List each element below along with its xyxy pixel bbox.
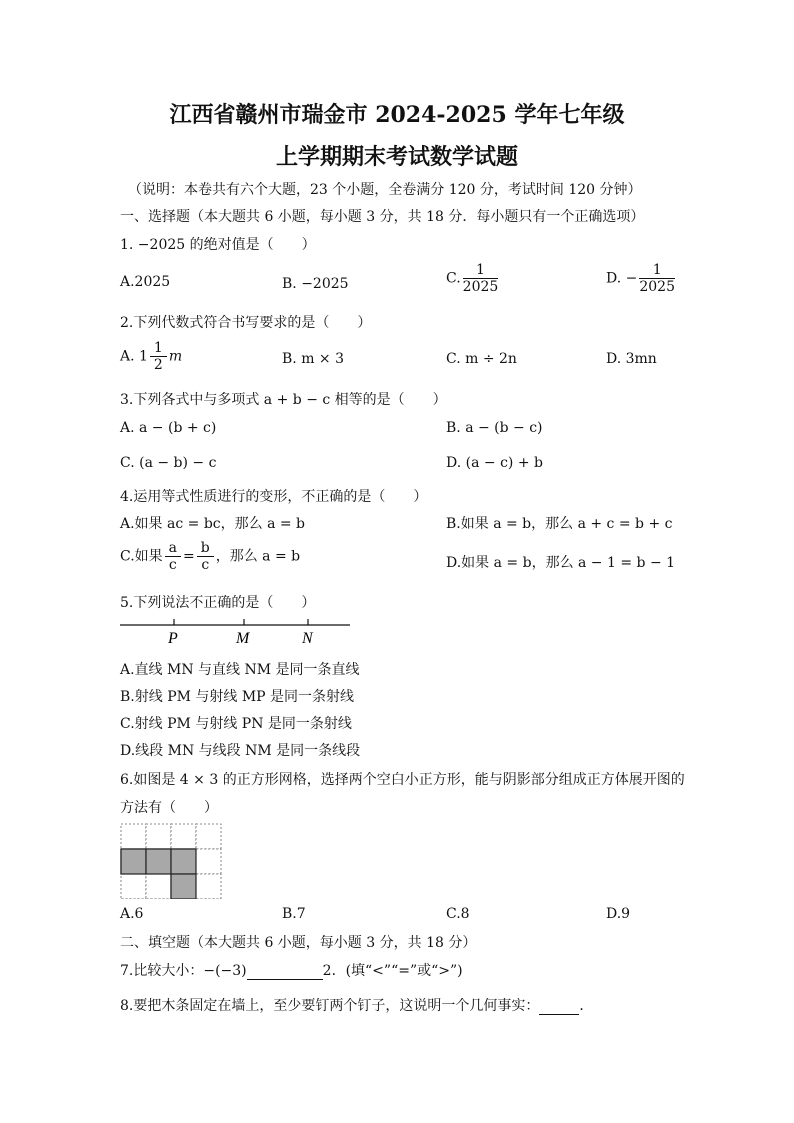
q6-grid-cell-shaded-overlay bbox=[146, 849, 171, 874]
q3-option-d: D. (a − c) + b bbox=[446, 455, 543, 471]
q7 bbox=[120, 960, 463, 980]
q5-option-d: D.线段 MN 与线段 NM 是同一条线段 bbox=[120, 743, 361, 759]
q1-option-d-fraction bbox=[639, 262, 675, 295]
exam-title-line1: 江西省赣州市瑞金市 2024-2025 学年七年级 bbox=[169, 102, 625, 128]
q1-stem: 1. −2025 的绝对值是（ ） bbox=[120, 237, 316, 253]
q2-a-numerator: 1 bbox=[150, 340, 167, 357]
q1-option-c-fraction bbox=[463, 262, 499, 295]
q2-a-prefix: A. 1 bbox=[120, 348, 148, 365]
q1-c-numerator: 1 bbox=[463, 262, 499, 279]
q4-option-d: D.如果 a = b，那么 a − 1 = b − 1 bbox=[446, 555, 676, 571]
q7-suffix: 2．(填“<”“=”或“>”) bbox=[322, 963, 463, 979]
q4-option-b: B.如果 a = b，那么 a + c = b + c bbox=[446, 516, 673, 532]
q4-c-f1-numerator: a bbox=[165, 540, 181, 557]
q6-option-b: B.7 bbox=[282, 906, 306, 922]
q2-a-fraction bbox=[150, 340, 167, 373]
q6-grid-figure bbox=[120, 823, 222, 899]
q2-a-denominator: 2 bbox=[153, 357, 163, 374]
q8 bbox=[120, 995, 593, 1015]
q6-grid-cell-shaded-overlay bbox=[121, 849, 146, 874]
q6-grid-cell-blank bbox=[196, 849, 221, 874]
q5-option-c: C.射线 PM 与射线 PN 是同一条射线 bbox=[120, 716, 352, 732]
q1-option-c bbox=[446, 262, 500, 295]
q1-d-numerator: 1 bbox=[639, 262, 675, 279]
q1-c-denominator: 2025 bbox=[462, 279, 499, 296]
q5-option-b: B.射线 PM 与射线 MP 是同一条射线 bbox=[120, 689, 355, 705]
q4-option-c bbox=[120, 540, 300, 573]
q6-option-d: D.9 bbox=[606, 906, 631, 922]
q1-option-c-prefix: C. bbox=[446, 270, 461, 287]
q4-c-f2-denominator: c bbox=[201, 557, 210, 574]
q7-prefix: 7.比较大小：−(−3) bbox=[120, 963, 247, 979]
q5-label-m: M bbox=[236, 630, 250, 647]
q4-c-equals: = bbox=[183, 548, 195, 565]
q8-end: ． bbox=[579, 998, 594, 1014]
q5-label-n: N bbox=[302, 630, 313, 647]
q4-c-f2-numerator: b bbox=[197, 540, 214, 557]
q5-stem: 5.下列说法不正确的是（ ） bbox=[120, 595, 316, 611]
q4-c-f1-denominator: c bbox=[168, 557, 177, 574]
q6-grid-cell-blank bbox=[121, 824, 146, 849]
q4-stem: 4.运用等式性质进行的变形，不正确的是（ ） bbox=[120, 489, 428, 505]
q1-option-b: B. −2025 bbox=[282, 276, 349, 292]
q8-answer-blank[interactable] bbox=[539, 998, 579, 1015]
q8-text: 8.要把木条固定在墙上，至少要钉两个钉子，这说明一个几何事实： bbox=[120, 998, 540, 1014]
q7-answer-blank[interactable] bbox=[247, 963, 323, 980]
q2-a-variable: m bbox=[168, 348, 183, 365]
q5-line-diagram bbox=[118, 614, 354, 648]
q2-stem: 2.下列代数式符合书写要求的是（ ） bbox=[120, 315, 372, 331]
q6-grid-cell-blank bbox=[146, 874, 171, 899]
q6-grid-cell-blank bbox=[146, 824, 171, 849]
q6-stem-line2: 方法有（ ） bbox=[120, 800, 218, 816]
q5-option-a: A.直线 MN 与直线 NM 是同一条直线 bbox=[120, 662, 360, 678]
q4-c-fraction2 bbox=[197, 540, 214, 573]
q1-d-denominator: 2025 bbox=[639, 279, 675, 296]
section1-heading: 一、选择题（本大题共 6 小题，每小题 3 分，共 18 分．每小题只有一个正确选项） bbox=[120, 209, 645, 225]
q1-option-a: A.2025 bbox=[120, 274, 171, 290]
q6-grid-cell-blank bbox=[121, 874, 146, 899]
q4-c-prefix: C.如果 bbox=[120, 548, 163, 565]
q4-option-a: A.如果 ac = bc，那么 a = b bbox=[120, 516, 306, 532]
q6-grid-cell-blank bbox=[171, 824, 196, 849]
q2-option-b: B. m × 3 bbox=[282, 351, 345, 367]
q3-option-c: C. (a − b) − c bbox=[120, 455, 217, 471]
q6-grid-cell-shaded-overlay bbox=[171, 849, 196, 874]
q2-option-c: C. m ÷ 2n bbox=[446, 351, 517, 367]
q6-option-c: C.8 bbox=[446, 906, 470, 922]
q6-grid-cell-blank bbox=[196, 824, 221, 849]
q1-option-d-prefix: D. − bbox=[606, 270, 638, 287]
q3-option-a: A. a − (b + c) bbox=[120, 420, 217, 436]
q4-c-suffix: ，那么 a = b bbox=[215, 548, 301, 565]
q2-option-a bbox=[120, 340, 182, 373]
q1-option-d bbox=[606, 262, 677, 295]
q2-option-d: D. 3mn bbox=[606, 351, 657, 367]
q6-stem-line1: 6.如图是 4 × 3 的正方形网格，选择两个空白小正方形，能与阴影部分组成正方体展开图的 bbox=[120, 772, 685, 788]
q4-c-fraction1 bbox=[165, 540, 181, 573]
q5-label-p: P bbox=[168, 630, 178, 647]
q6-grid-cell-shaded-overlay bbox=[171, 874, 196, 899]
section2-heading: 二、填空题（本大题共 6 小题，每小题 3 分，共 18 分） bbox=[120, 935, 477, 951]
q6-option-a: A.6 bbox=[120, 906, 144, 922]
exam-note: （说明：本卷共有六个大题，23 个小题，全卷满分 120 分，考试时间 120 分钟） bbox=[128, 182, 642, 198]
q3-stem: 3.下列各式中与多项式 a + b − c 相等的是（ ） bbox=[120, 392, 447, 408]
q6-grid-cell-blank bbox=[196, 874, 221, 899]
q3-option-b: B. a − (b − c) bbox=[446, 420, 543, 436]
exam-title-line2: 上学期期末考试数学试题 bbox=[275, 144, 518, 170]
